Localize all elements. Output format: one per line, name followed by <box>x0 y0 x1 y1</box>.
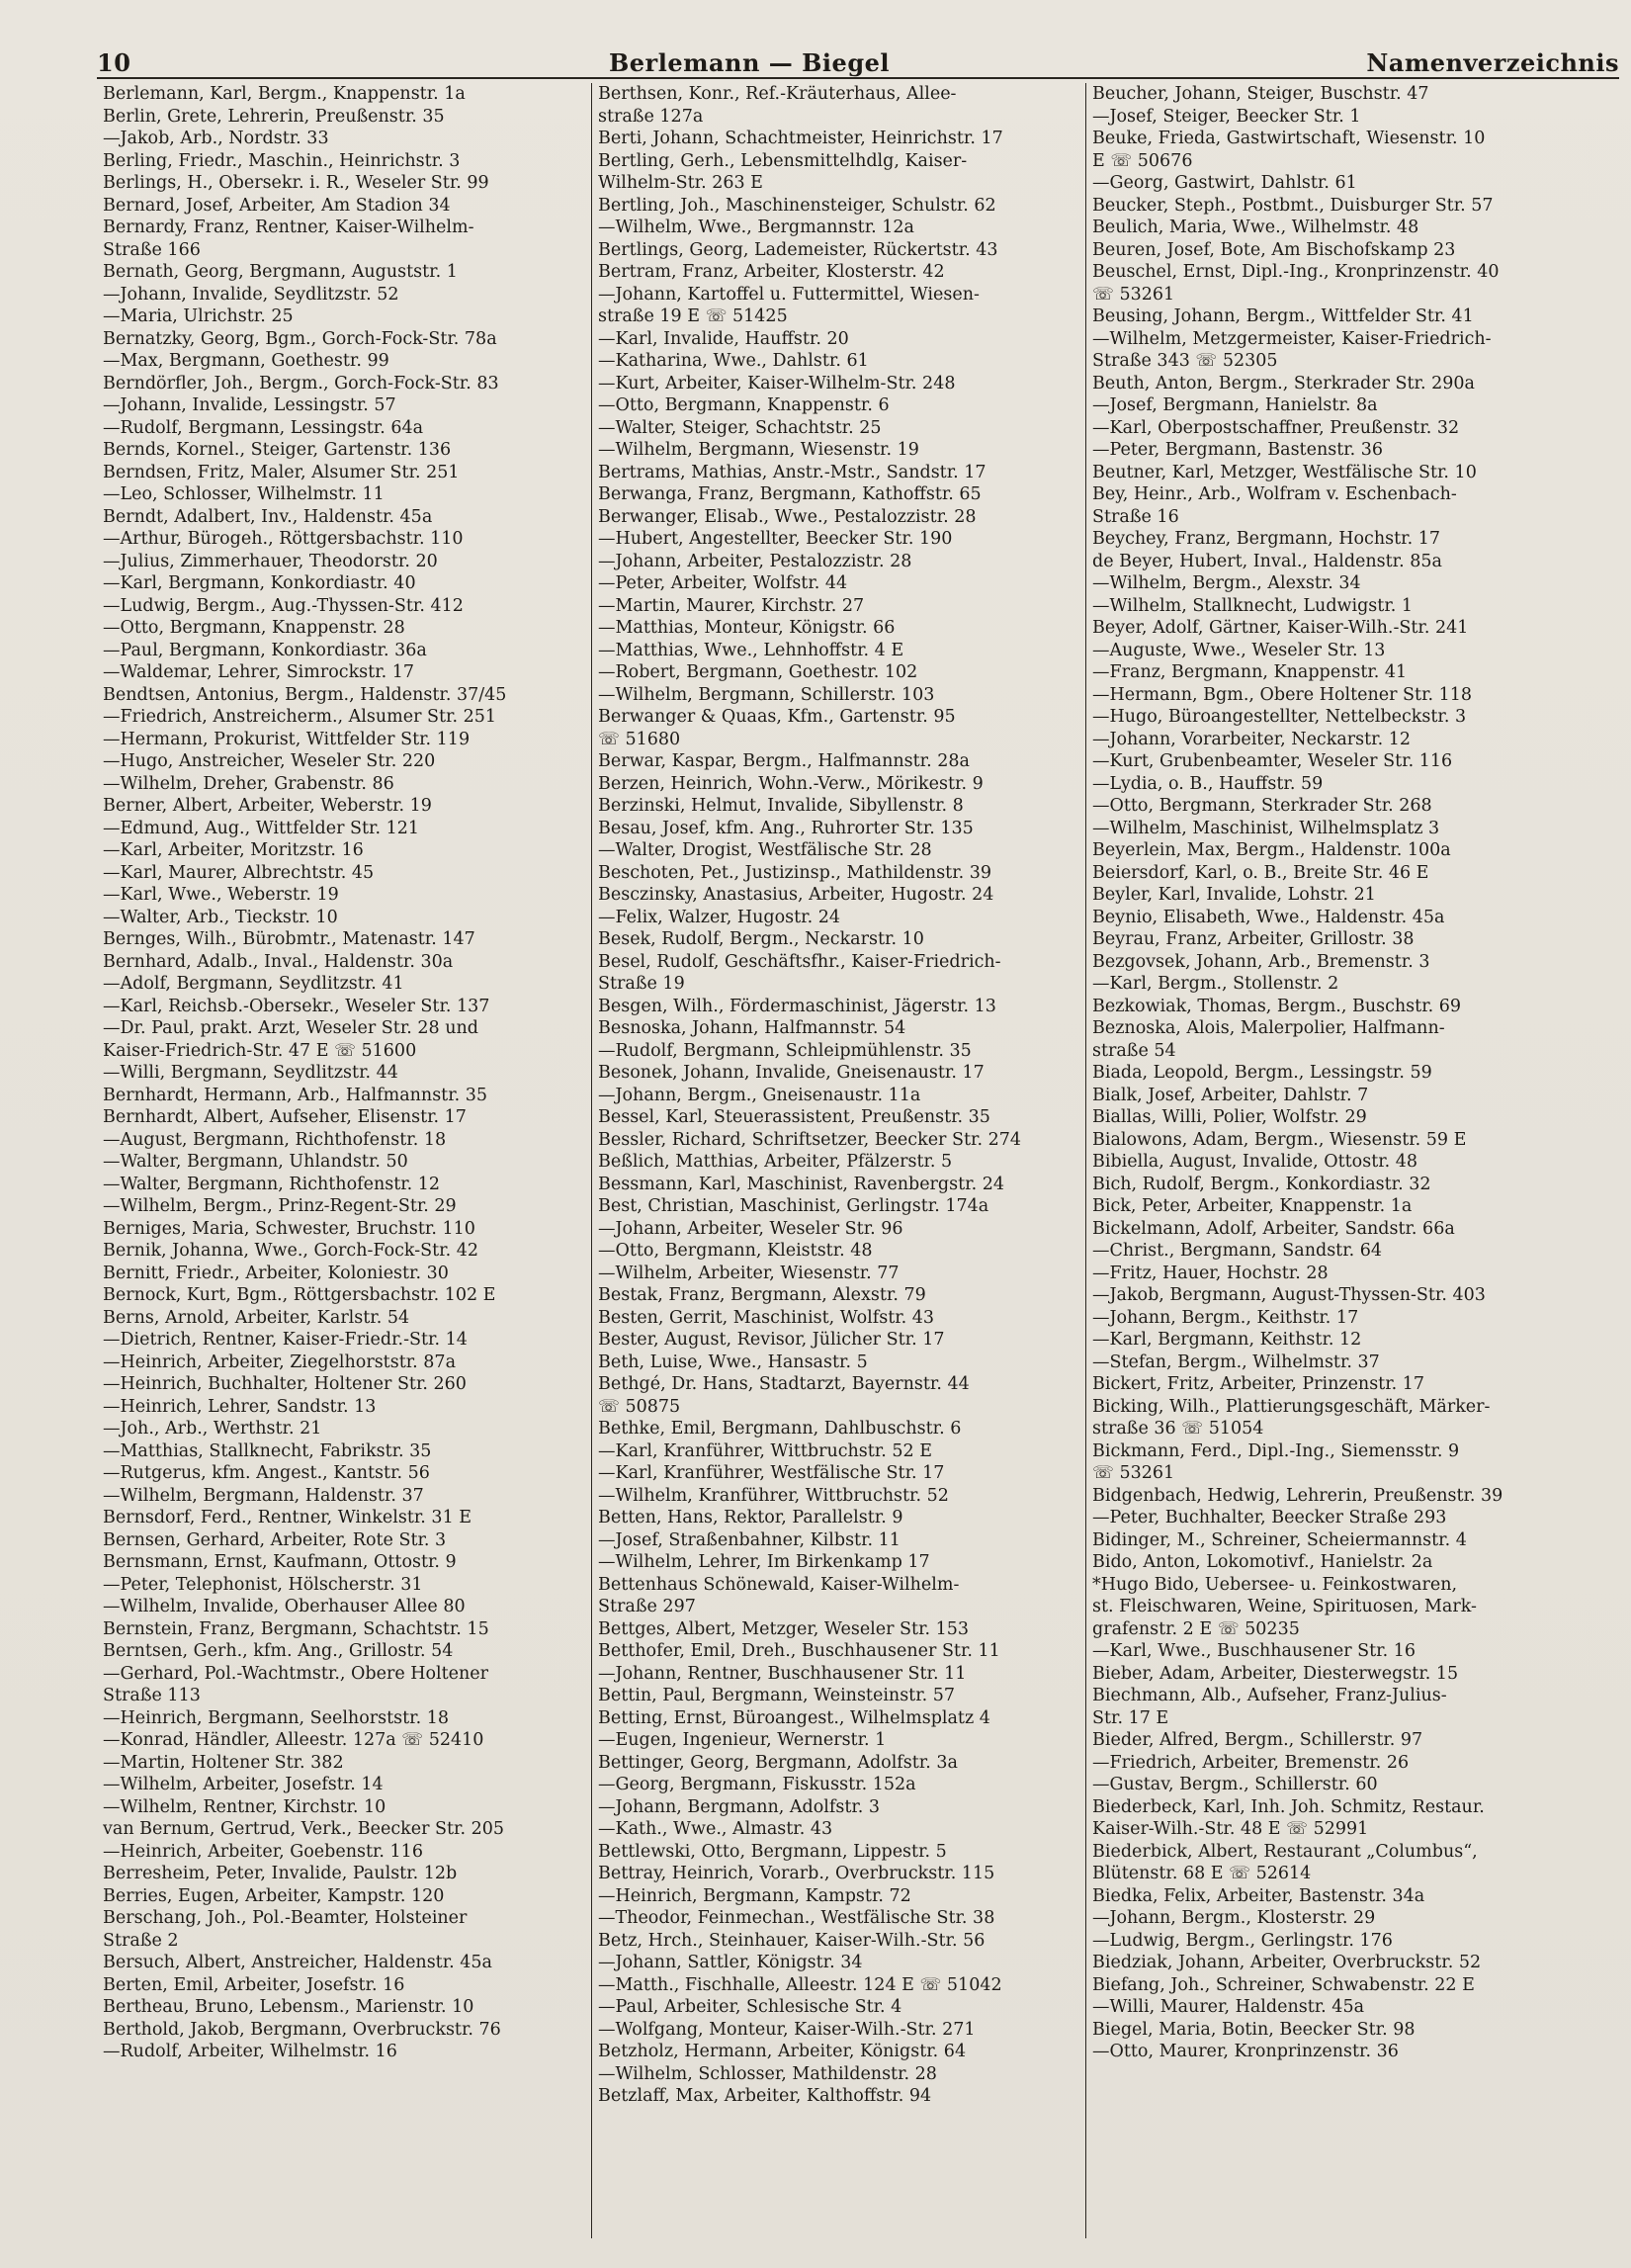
column-1 <box>97 83 591 2238</box>
directory-entry-line: Betting, Ernst, Büroangest., Wilhelmsplatz 4 <box>598 1707 990 1728</box>
directory-entry-line: —Arthur, Bürogeh., Röttgersbachstr. 110 <box>103 529 464 549</box>
directory-entry-line: Beyler, Karl, Invalide, Lohstr. 21 <box>1092 885 1376 905</box>
directory-entry-line: Bibiella, August, Invalide, Ottostr. 48 <box>1092 1152 1418 1172</box>
directory-entry-line: Berndsen, Fritz, Maler, Alsumer Str. 251 <box>103 462 460 482</box>
directory-entry-line: —Fritz, Hauer, Hochstr. 28 <box>1092 1263 1329 1283</box>
directory-entry-line: —Karl, Wwe., Weberstr. 19 <box>103 885 339 905</box>
directory-entry-line: —Heinrich, Bergmann, Kampstr. 72 <box>598 1885 911 1906</box>
directory-entry-line: —Adolf, Bergmann, Seydlitzstr. 41 <box>103 974 404 994</box>
directory-entry-line: —Peter, Bergmann, Bastenstr. 36 <box>1092 440 1384 460</box>
directory-entry-line: Bernhard, Adalb., Inval., Haldenstr. 30a <box>103 951 454 972</box>
directory-entry-line: Berresheim, Peter, Invalide, Paulstr. 12b <box>103 1864 458 1883</box>
directory-entry-line: Berndörfler, Joh., Bergm., Gorch-Fock-Str. 83 <box>103 373 499 393</box>
column-2 <box>591 83 1085 2238</box>
directory-entry-line: Berns, Arnold, Arbeiter, Karlstr. 54 <box>103 1307 410 1328</box>
directory-entry-line: —Matthias, Stallknecht, Fabrikstr. 35 <box>103 1440 432 1461</box>
directory-entry-line: Bido, Anton, Lokomotivf., Hanielstr. 2a <box>1092 1552 1433 1572</box>
directory-entry-line: Bertling, Gerh., Lebensmittelhdlg, Kaiser- <box>598 150 968 171</box>
directory-entry-line: Biederbeck, Karl, Inh. Joh. Schmitz, Restaur. <box>1092 1796 1485 1817</box>
directory-entry-line: Besten, Gerrit, Maschinist, Wolfstr. 43 <box>598 1307 935 1328</box>
directory-entry-line: Bernath, Georg, Bergmann, Auguststr. 1 <box>103 262 458 282</box>
directory-entry-line: —Hermann, Bgm., Obere Holtener Str. 118 <box>1092 684 1473 705</box>
directory-entry-line: Berntsen, Gerh., kfm. Ang., Grillostr. 54 <box>103 1641 454 1661</box>
directory-entry-line: Bey, Heinr., Arb., Wolfram v. Eschenbach- <box>1092 484 1457 504</box>
directory-entry-line: Bessel, Karl, Steuerassistent, Preußenstr. 35 <box>598 1107 990 1127</box>
directory-entry-line: Bidgenbach, Hedwig, Lehrerin, Preußenstr. 39 <box>1092 1485 1503 1506</box>
directory-entry-line: Biedziak, Johann, Arbeiter, Overbruckstr. 52 <box>1092 1953 1482 1972</box>
directory-entry-line: —Karl, Bergmann, Konkordiastr. 40 <box>103 573 416 593</box>
directory-entry-line: —Wilhelm, Wwe., Bergmannstr. 12a <box>598 218 914 237</box>
directory-entry-line: Biedka, Felix, Arbeiter, Bastenstr. 34a <box>1092 1885 1425 1906</box>
directory-entry-line: —Wilhelm, Arbeiter, Josefstr. 14 <box>103 1775 384 1794</box>
directory-entry-line: —Maria, Ulrichstr. 25 <box>103 306 294 326</box>
directory-entry-line: —Heinrich, Lehrer, Sandstr. 13 <box>103 1396 377 1417</box>
directory-entry-line: —Johann, Arbeiter, Weseler Str. 96 <box>598 1218 903 1239</box>
directory-entry-line: Berwanga, Franz, Bergmann, Kathoffstr. 65 <box>598 484 982 504</box>
directory-entry-line: Bernock, Kurt, Bgm., Röttgersbachstr. 102 E <box>103 1285 496 1305</box>
directory-entry-line: —Heinrich, Bergmann, Seelhorststr. 18 <box>103 1707 449 1728</box>
directory-entry-line: —Gerhard, Pol.-Wachtmstr., Obere Holtener <box>103 1663 489 1684</box>
directory-entry-line: Berlemann, Karl, Bergm., Knappenstr. 1a <box>103 84 466 104</box>
directory-entry-line: Biallas, Willi, Polier, Wolfstr. 29 <box>1092 1107 1367 1127</box>
directory-entry-line: van Bernum, Gertrud, Verk., Beecker Str. 205 <box>103 1819 504 1839</box>
directory-entry-line: Bestak, Franz, Bergmann, Alexstr. 79 <box>598 1285 926 1305</box>
directory-entry-line: Beth, Luise, Wwe., Hansastr. 5 <box>598 1352 868 1372</box>
directory-entry-line: —Katharina, Wwe., Dahlstr. 61 <box>598 351 869 371</box>
directory-entry-line: —Max, Bergmann, Goethestr. 99 <box>103 351 389 371</box>
directory-entry-line: —Heinrich, Buchhalter, Holtener Str. 260 <box>103 1374 467 1394</box>
directory-entry-line: ☏ 50875 <box>598 1396 681 1417</box>
directory-entry-line: Straße 343 ☏ 52305 <box>1092 351 1278 371</box>
directory-entry-line: —Wilhelm, Rentner, Kirchstr. 10 <box>103 1796 386 1817</box>
directory-entry-line: Berndt, Adalbert, Inv., Haldenstr. 45a <box>103 506 433 527</box>
directory-entry-line: —Johann, Invalide, Lessingstr. 57 <box>103 395 396 415</box>
directory-entry-line: Beuren, Josef, Bote, Am Bischofskamp 23 <box>1092 239 1456 260</box>
directory-entry-line: Best, Christian, Maschinist, Gerlingstr. 174a <box>598 1196 989 1216</box>
directory-entry-line: Bertheau, Bruno, Lebensm., Marienstr. 10 <box>103 1997 474 2017</box>
directory-entry-line: —Georg, Gastwirt, Dahlstr. 61 <box>1092 173 1357 193</box>
directory-entry-line: Berner, Albert, Arbeiter, Weberstr. 19 <box>103 796 432 816</box>
directory-entry-line: Betzlaff, Max, Arbeiter, Kalthoffstr. 94 <box>598 2086 932 2106</box>
directory-entry-line: Bessler, Richard, Schriftsetzer, Beecker Str. 274 <box>598 1129 1021 1150</box>
directory-entry-line: —Martin, Maurer, Kirchstr. 27 <box>598 595 865 616</box>
column-3 <box>1085 83 1580 2238</box>
directory-entry-line: —Hubert, Angestellter, Beecker Str. 190 <box>598 529 953 549</box>
directory-entry-line: Berniges, Maria, Schwester, Bruchstr. 110 <box>103 1218 475 1239</box>
directory-entry-line: ☏ 51680 <box>598 729 681 749</box>
directory-entry-line: —Karl, Bergmann, Keithstr. 12 <box>1092 1330 1362 1350</box>
directory-entry-line: —Heinrich, Arbeiter, Ziegelhorststr. 87a <box>103 1352 456 1372</box>
directory-entry-line: Bendtsen, Antonius, Bergm., Haldenstr. 37/45 <box>103 684 507 705</box>
directory-entry-line: —Julius, Zimmerhauer, Theodorstr. 20 <box>103 551 438 571</box>
directory-entry-line: Kaiser-Friedrich-Str. 47 E ☏ 51600 <box>103 1040 417 1061</box>
directory-entry-line: —Robert, Bergmann, Goethestr. 102 <box>598 662 918 682</box>
directory-entry-line: —Rutgerus, kfm. Angest., Kantstr. 56 <box>103 1463 430 1483</box>
directory-entry-line: —August, Bergmann, Richthofenstr. 18 <box>103 1129 447 1150</box>
directory-entry-line: —Otto, Maurer, Kronprinzenstr. 36 <box>1092 2042 1399 2061</box>
directory-entry-line: Bettenhaus Schönewald, Kaiser-Wilhelm- <box>598 1574 960 1595</box>
directory-entry-line: —Wilhelm, Invalide, Oberhauser Allee 80 <box>103 1597 466 1616</box>
directory-entry-line: —Karl, Invalide, Hauffstr. 20 <box>598 328 849 349</box>
directory-entry-line: —Rudolf, Bergmann, Lessingstr. 64a <box>103 417 424 438</box>
directory-entry-line: st. Fleischwaren, Weine, Spirituosen, Mark- <box>1092 1597 1477 1616</box>
directory-entry-line: Besonek, Johann, Invalide, Gneisenaustr. 17 <box>598 1063 985 1083</box>
directory-entry-line: —Peter, Arbeiter, Wolfstr. 44 <box>598 573 848 593</box>
directory-entry-line: —Georg, Bergmann, Fiskusstr. 152a <box>598 1775 916 1794</box>
directory-entry-line: Beznoska, Alois, Malerpolier, Halfmann- <box>1092 1018 1445 1038</box>
directory-entry-line: Wilhelm-Str. 263 E <box>598 173 763 193</box>
directory-entry-line: —Paul, Bergmann, Konkordiastr. 36a <box>103 640 427 660</box>
directory-entry-line: Besgen, Wilh., Fördermaschinist, Jägerstr. 13 <box>598 996 996 1016</box>
directory-entry-line: Besczinsky, Anastasius, Arbeiter, Hugostr. 24 <box>598 885 994 905</box>
directory-entry-line: Berthsen, Konr., Ref.-Kräuterhaus, Allee- <box>598 84 957 104</box>
directory-entry-line: Bich, Rudolf, Bergm., Konkordiastr. 32 <box>1092 1174 1431 1194</box>
directory-entry-line: Besek, Rudolf, Bergm., Neckarstr. 10 <box>598 929 924 949</box>
directory-entry-line: Betten, Hans, Rektor, Parallelstr. 9 <box>598 1508 903 1527</box>
directory-entry-line: Beßlich, Matthias, Arbeiter, Pfälzerstr. 5 <box>598 1152 953 1172</box>
directory-entry-line: —Willi, Bergmann, Seydlitzstr. 44 <box>103 1063 398 1083</box>
directory-entry-line: —Wilhelm, Bergmann, Haldenstr. 37 <box>103 1485 424 1506</box>
directory-entry-line: —Heinrich, Arbeiter, Goebenstr. 116 <box>103 1841 423 1862</box>
directory-entry-line: Bersuch, Albert, Anstreicher, Haldenstr. 45a <box>103 1953 492 1972</box>
directory-entry-line: —Otto, Bergmann, Sterkrader Str. 268 <box>1092 796 1432 816</box>
directory-entry-line: —Hugo, Büroangestellter, Nettelbeckstr. 3 <box>1092 707 1467 727</box>
directory-entry-line: Biegel, Maria, Botin, Beecker Str. 98 <box>1092 2019 1416 2040</box>
directory-entry-line: Berschang, Joh., Pol.-Beamter, Holsteiner <box>103 1908 468 1928</box>
directory-entry-line: Besnoska, Johann, Halfmannstr. 54 <box>598 1018 906 1038</box>
directory-entry-line: Bernardy, Franz, Rentner, Kaiser-Wilhelm- <box>103 218 474 237</box>
directory-entry-line: Biederbick, Albert, Restaurant „Columbus“, <box>1092 1841 1478 1862</box>
directory-entry-line: Berwanger, Elisab., Wwe., Pestalozzistr. 28 <box>598 506 977 527</box>
directory-entry-line: Beutner, Karl, Metzger, Westfälische Str. 10 <box>1092 462 1477 482</box>
directory-entry-line: Besau, Josef, kfm. Ang., Ruhrorter Str. 135 <box>598 818 974 838</box>
directory-entry-line: Beucker, Steph., Postbmt., Duisburger Str. 57 <box>1092 195 1494 216</box>
directory-entry-line: ☏ 53261 <box>1092 1463 1175 1483</box>
directory-entry-line: —Hermann, Prokurist, Wittfelder Str. 119 <box>103 729 471 749</box>
directory-entry-line: Bialowons, Adam, Bergm., Wiesenstr. 59 E <box>1092 1129 1467 1150</box>
directory-entry-line: —Felix, Walzer, Hugostr. 24 <box>598 907 840 927</box>
directory-entry-line: —Karl, Maurer, Albrechtstr. 45 <box>103 862 375 883</box>
directory-entry-line: —Wilhelm, Bergm., Alexstr. 34 <box>1092 573 1361 593</box>
directory-entry-line: Straße 16 <box>1092 506 1179 527</box>
directory-entry-line: Beuke, Frieda, Gastwirtschaft, Wiesenstr. 10 <box>1092 129 1486 148</box>
directory-entry-line: —Johann, Bergm., Gneisenaustr. 11a <box>598 1085 921 1105</box>
directory-entry-line: —Konrad, Händler, Alleestr. 127a ☏ 52410 <box>103 1730 484 1750</box>
directory-entry-line: —Karl, Arbeiter, Moritzstr. 16 <box>103 840 364 860</box>
directory-entry-line: Bernhardt, Hermann, Arb., Halfmannstr. 35 <box>103 1085 488 1105</box>
directory-entry-line: —Wolfgang, Monteur, Kaiser-Wilh.-Str. 271 <box>598 2019 976 2040</box>
directory-entry-line: Berling, Friedr., Maschin., Heinrichstr. 3 <box>103 150 461 171</box>
directory-entry-line: —Walter, Bergmann, Richthofenstr. 12 <box>103 1174 441 1194</box>
directory-entry-line: Bernsdorf, Ferd., Rentner, Winkelstr. 31 E <box>103 1508 472 1527</box>
directory-entry-line: —Willi, Maurer, Haldenstr. 45a <box>1092 1997 1365 2017</box>
directory-entry-line: Beyrau, Franz, Arbeiter, Grillostr. 38 <box>1092 929 1415 949</box>
directory-entry-line: Bernik, Johanna, Wwe., Gorch-Fock-Str. 42 <box>103 1241 479 1261</box>
directory-entry-line: —Rudolf, Bergmann, Schleipmühlenstr. 35 <box>598 1040 972 1061</box>
directory-entry-line: Beulich, Maria, Wwe., Wilhelmstr. 48 <box>1092 218 1419 237</box>
directory-entry-line: Bicking, Wilh., Plattierungsgeschäft, Märker- <box>1092 1396 1491 1417</box>
directory-entry-line: —Wilhelm, Lehrer, Im Birkenkamp 17 <box>598 1552 930 1572</box>
directory-entry-line: straße 127a <box>598 106 704 127</box>
directory-entry-line: —Josef, Straßenbahner, Kilbstr. 11 <box>598 1529 901 1550</box>
directory-entry-line: —Kath., Wwe., Almastr. 43 <box>598 1819 833 1839</box>
directory-entry-line: —Karl, Oberpostschaffner, Preußenstr. 32 <box>1092 417 1460 438</box>
directory-entry-line: —Johann, Sattler, Königstr. 34 <box>598 1953 863 1972</box>
directory-entry-line: ☏ 53261 <box>1092 284 1175 305</box>
directory-entry-line: E ☏ 50676 <box>1092 150 1193 171</box>
directory-entry-line: Bieder, Alfred, Bergm., Schillerstr. 97 <box>1092 1730 1423 1750</box>
directory-entry-line: —Christ., Bergmann, Sandstr. 64 <box>1092 1241 1383 1261</box>
directory-entry-line: Bester, August, Revisor, Jülicher Str. 17 <box>598 1330 945 1350</box>
directory-entry-line: —Kurt, Grubenbeamter, Weseler Str. 116 <box>1092 751 1453 771</box>
directory-entry-line: Bettinger, Georg, Bergmann, Adolfstr. 3a <box>598 1752 958 1773</box>
directory-entry-line: Bettin, Paul, Bergmann, Weinsteinstr. 57 <box>598 1686 956 1705</box>
directory-entry-line: Straße 19 <box>598 974 685 994</box>
directory-entry-line: Bernitt, Friedr., Arbeiter, Koloniestr. 30 <box>103 1263 449 1283</box>
directory-entry-line: Biefang, Joh., Schreiner, Schwabenstr. 22 E <box>1092 1974 1475 1995</box>
directory-entry-line: Berlin, Grete, Lehrerin, Preußenstr. 35 <box>103 106 445 127</box>
directory-entry-line: —Walter, Arb., Tieckstr. 10 <box>103 907 338 927</box>
directory-entry-line: —Rudolf, Arbeiter, Wilhelmstr. 16 <box>103 2042 397 2061</box>
directory-entry-line: Beucher, Johann, Steiger, Buschstr. 47 <box>1092 84 1429 104</box>
directory-entry-line: —Gustav, Bergm., Schillerstr. 60 <box>1092 1775 1378 1794</box>
directory-entry-line: —Matth., Fischhalle, Alleestr. 124 E ☏ 51042 <box>598 1974 1002 1995</box>
directory-entry-line: —Wilhelm, Stallknecht, Ludwigstr. 1 <box>1092 595 1414 616</box>
directory-entry-line: —Josef, Steiger, Beecker Str. 1 <box>1092 106 1361 127</box>
directory-entry-line: Berwanger & Quaas, Kfm., Gartenstr. 95 <box>598 707 956 727</box>
page-title: Berlemann — Biegel <box>609 48 890 77</box>
directory-entry-line: Bertling, Joh., Maschinensteiger, Schulstr. 62 <box>598 195 996 216</box>
directory-entry-line: Berti, Johann, Schachtmeister, Heinrichstr. 17 <box>598 129 1003 148</box>
page-number: 10 <box>97 48 131 77</box>
directory-entry-line: —Wilhelm, Arbeiter, Wiesenstr. 77 <box>598 1263 900 1283</box>
directory-entry-line: Beyer, Adolf, Gärtner, Kaiser-Wilh.-Str. 241 <box>1092 618 1469 638</box>
directory-entry-line: Bickmann, Ferd., Dipl.-Ing., Siemensstr. 9 <box>1092 1440 1460 1461</box>
directory-entry-line: *Hugo Bido, Uebersee- u. Feinkostwaren, <box>1092 1574 1458 1595</box>
directory-entry-line: Betthofer, Emil, Dreh., Buschhausener Str. 11 <box>598 1641 1000 1661</box>
directory-entry-line: —Matthias, Wwe., Lehnhoffstr. 4 E <box>598 640 904 660</box>
directory-entry-line: Beychey, Franz, Bergmann, Hochstr. 17 <box>1092 529 1440 549</box>
directory-entry-line: —Jakob, Bergmann, August-Thyssen-Str. 403 <box>1092 1285 1486 1305</box>
directory-entry-line: Bialk, Josef, Arbeiter, Dahlstr. 7 <box>1092 1085 1369 1105</box>
directory-entry-line: Beusing, Johann, Bergm., Wittfelder Str. 41 <box>1092 306 1474 326</box>
directory-entry-line: Bernsen, Gerhard, Arbeiter, Rote Str. 3 <box>103 1529 447 1550</box>
directory-entry-line: —Johann, Arbeiter, Pestalozzistr. 28 <box>598 551 912 571</box>
directory-entry-line: Bernstein, Franz, Bergmann, Schachtstr. 15 <box>103 1618 489 1639</box>
directory-entry-line: Berwar, Kaspar, Bergm., Halfmannstr. 28a <box>598 751 970 771</box>
directory-entry-line: —Karl, Bergm., Stollenstr. 2 <box>1092 974 1339 994</box>
directory-entry-line: —Eugen, Ingenieur, Wernerstr. 1 <box>598 1730 887 1750</box>
directory-entry-line: —Johann, Invalide, Seydlitzstr. 52 <box>103 284 399 305</box>
section-title: Namenverzeichnis <box>1366 48 1619 77</box>
directory-entry-line: —Josef, Bergmann, Hanielstr. 8a <box>1092 395 1378 415</box>
directory-entry-line: Bessmann, Karl, Maschinist, Ravenbergstr. 24 <box>598 1174 1004 1194</box>
directory-entry-line: Beuschel, Ernst, Dipl.-Ing., Kronprinzenstr. 40 <box>1092 262 1500 282</box>
directory-entry-line: Bickert, Fritz, Arbeiter, Prinzenstr. 17 <box>1092 1374 1425 1394</box>
directory-entry-line: grafenstr. 2 E ☏ 50235 <box>1092 1618 1300 1639</box>
directory-entry-line: Bertrams, Mathias, Anstr.-Mstr., Sandstr. 17 <box>598 462 987 482</box>
directory-entry-line: Bethgé, Dr. Hans, Stadtarzt, Bayernstr. 44 <box>598 1374 970 1394</box>
directory-entry-line: —Lydia, o. B., Hauffstr. 59 <box>1092 773 1324 794</box>
directory-entry-line: Berlings, H., Obersekr. i. R., Weseler Str. 99 <box>103 173 489 193</box>
directory-entry-line: Bernhardt, Albert, Aufseher, Elisenstr. 17 <box>103 1107 467 1127</box>
directory-entry-line: Berten, Emil, Arbeiter, Josefstr. 16 <box>103 1974 405 1995</box>
directory-entry-line: —Peter, Buchhalter, Beecker Straße 293 <box>1092 1508 1447 1527</box>
directory-entry-line: —Ludwig, Bergm., Gerlingstr. 176 <box>1092 1930 1393 1951</box>
directory-entry-line: —Johann, Bergm., Klosterstr. 29 <box>1092 1908 1376 1928</box>
directory-entry-line: Bick, Peter, Arbeiter, Knappenstr. 1a <box>1092 1196 1413 1216</box>
directory-entry-line: Beyerlein, Max, Bergm., Haldenstr. 100a <box>1092 840 1451 860</box>
directory-entry-line: Bickelmann, Adolf, Arbeiter, Sandstr. 66a <box>1092 1218 1455 1239</box>
directory-entry-line: —Karl, Kranführer, Westfälische Str. 17 <box>598 1463 945 1483</box>
directory-entry-line: Beiersdorf, Karl, o. B., Breite Str. 46 E <box>1092 862 1429 883</box>
directory-entry-line: Betzholz, Hermann, Arbeiter, Königstr. 64 <box>598 2042 967 2061</box>
directory-entry-line: —Karl, Wwe., Buschhausener Str. 16 <box>1092 1641 1416 1661</box>
directory-entry-line: Bettlewski, Otto, Bergmann, Lippestr. 5 <box>598 1841 947 1862</box>
directory-entry-line: —Johann, Vorarbeiter, Neckarstr. 12 <box>1092 729 1411 749</box>
directory-entry-line: Bertlings, Georg, Lademeister, Rückertstr. 43 <box>598 239 998 260</box>
directory-entry-line: —Jakob, Arb., Nordstr. 33 <box>103 129 329 148</box>
directory-entry-line: —Theodor, Feinmechan., Westfälische Str. 38 <box>598 1908 995 1928</box>
directory-entry-line: —Edmund, Aug., Wittfelder Str. 121 <box>103 818 419 838</box>
directory-entry-line: straße 36 ☏ 51054 <box>1092 1419 1264 1439</box>
directory-entry-line: —Otto, Bergmann, Knappenstr. 28 <box>103 618 405 638</box>
directory-entry-line: —Franz, Bergmann, Knappenstr. 41 <box>1092 662 1408 682</box>
directory-entry-line: —Ludwig, Bergm., Aug.-Thyssen-Str. 412 <box>103 595 464 616</box>
directory-entry-line: —Kurt, Arbeiter, Kaiser-Wilhelm-Str. 248 <box>598 373 956 393</box>
directory-entry-line: straße 19 E ☏ 51425 <box>598 306 788 326</box>
directory-entry-line: Bertram, Franz, Arbeiter, Klosterstr. 42 <box>598 262 945 282</box>
directory-entry-line: —Joh., Arb., Werthstr. 21 <box>103 1419 322 1439</box>
directory-entry-line: —Waldemar, Lehrer, Simrockstr. 17 <box>103 662 415 682</box>
directory-entry-line: —Friedrich, Arbeiter, Bremenstr. 26 <box>1092 1752 1410 1773</box>
directory-entry-line: —Wilhelm, Bergm., Prinz-Regent-Str. 29 <box>103 1196 457 1216</box>
directory-entry-line: —Walter, Bergmann, Uhlandstr. 50 <box>103 1152 408 1172</box>
directory-entry-line: —Johann, Kartoffel u. Futtermittel, Wiesen- <box>598 284 980 305</box>
directory-entry-line: Berries, Eugen, Arbeiter, Kampstr. 120 <box>103 1885 445 1906</box>
directory-entry-line: Str. 17 E <box>1092 1707 1169 1728</box>
directory-entry-line: Bezgovsek, Johann, Arb., Bremenstr. 3 <box>1092 951 1430 972</box>
directory-entry-line: Kaiser-Wilh.-Str. 48 E ☏ 52991 <box>1092 1819 1369 1839</box>
directory-entry-line: —Walter, Drogist, Westfälische Str. 28 <box>598 840 932 860</box>
directory-entry-line: —Hugo, Anstreicher, Weseler Str. 220 <box>103 751 436 771</box>
directory-entry-line: —Johann, Rentner, Buschhausener Str. 11 <box>598 1663 967 1684</box>
directory-entry-line: —Otto, Bergmann, Knappenstr. 6 <box>598 395 890 415</box>
directory-entry-line: Bieber, Adam, Arbeiter, Diesterwegstr. 15 <box>1092 1663 1459 1684</box>
directory-entry-line: Bernges, Wilh., Bürobmtr., Matenastr. 147 <box>103 929 475 949</box>
directory-entry-line: Beuth, Anton, Bergm., Sterkrader Str. 290a <box>1092 373 1475 393</box>
directory-entry-line: de Beyer, Hubert, Inval., Haldenstr. 85a <box>1092 551 1442 571</box>
directory-entry-line: —Wilhelm, Bergmann, Wiesenstr. 19 <box>598 440 919 460</box>
directory-entry-line: —Karl, Reichsb.-Obersekr., Weseler Str. 137 <box>103 996 490 1016</box>
directory-entry-line: —Dietrich, Rentner, Kaiser-Friedr.-Str. 14 <box>103 1330 468 1350</box>
directory-entry-line: —Johann, Bergm., Keithstr. 17 <box>1092 1307 1359 1328</box>
directory-entry-line: Straße 113 <box>103 1686 201 1705</box>
directory-entry-line: Bidinger, M., Schreiner, Scheiermannstr. 4 <box>1092 1529 1467 1550</box>
directory-entry-line: Berzen, Heinrich, Wohn.-Verw., Mörikestr. 9 <box>598 773 984 794</box>
directory-entry-line: —Otto, Bergmann, Kleiststr. 48 <box>598 1241 873 1261</box>
directory-entry-line: Bethke, Emil, Bergmann, Dahlbuschstr. 6 <box>598 1419 962 1439</box>
directory-entry-line: Bettray, Heinrich, Vorarb., Overbruckstr. 115 <box>598 1864 995 1883</box>
directory-entry-line: Beschoten, Pet., Justizinsp., Mathildenstr. 39 <box>598 862 992 883</box>
directory-entry-line: Biada, Leopold, Bergm., Lessingstr. 59 <box>1092 1063 1432 1083</box>
page-header <box>97 40 1619 79</box>
directory-entry-line: —Paul, Arbeiter, Schlesische Str. 4 <box>598 1997 902 2017</box>
directory-entry-line: Blütenstr. 68 E ☏ 52614 <box>1092 1864 1312 1883</box>
directory-columns <box>97 83 1619 2238</box>
directory-entry-line: —Johann, Bergmann, Adolfstr. 3 <box>598 1796 881 1817</box>
directory-entry-line: Bernsmann, Ernst, Kaufmann, Ottostr. 9 <box>103 1552 457 1572</box>
directory-entry-line: Bezkowiak, Thomas, Bergm., Buschstr. 69 <box>1092 996 1462 1016</box>
directory-entry-line: Besel, Rudolf, Geschäftsfhr., Kaiser-Friedrich- <box>598 951 1001 972</box>
directory-entry-line: —Wilhelm, Metzgermeister, Kaiser-Friedrich- <box>1092 328 1492 349</box>
directory-entry-line: —Wilhelm, Dreher, Grabenstr. 86 <box>103 773 394 794</box>
directory-entry-line: Straße 2 <box>103 1930 179 1951</box>
directory-entry-line: —Leo, Schlosser, Wilhelmstr. 11 <box>103 484 385 504</box>
directory-entry-line: —Auguste, Wwe., Weseler Str. 13 <box>1092 640 1386 660</box>
directory-entry-line: —Peter, Telephonist, Hölscherstr. 31 <box>103 1574 423 1595</box>
directory-entry-line: Betz, Hrch., Steinhauer, Kaiser-Wilh.-Str. 56 <box>598 1930 986 1951</box>
directory-entry-line: Biechmann, Alb., Aufseher, Franz-Julius- <box>1092 1686 1447 1705</box>
directory-entry-line: —Wilhelm, Kranführer, Wittbruchstr. 52 <box>598 1485 949 1506</box>
directory-entry-line: Bernatzky, Georg, Bgm., Gorch-Fock-Str. 78a <box>103 328 497 349</box>
directory-entry-line: —Wilhelm, Bergmann, Schillerstr. 103 <box>598 684 935 705</box>
directory-entry-line: Berzinski, Helmut, Invalide, Sibyllenstr. 8 <box>598 796 964 816</box>
directory-entry-line: —Stefan, Bergm., Wilhelmstr. 37 <box>1092 1352 1380 1372</box>
directory-entry-line: Bernard, Josef, Arbeiter, Am Stadion 34 <box>103 195 451 216</box>
directory-entry-line: Straße 297 <box>598 1597 696 1616</box>
directory-entry-line: straße 54 <box>1092 1040 1176 1061</box>
directory-entry-line: Bettges, Albert, Metzger, Weseler Str. 153 <box>598 1618 970 1639</box>
directory-entry-line: —Friedrich, Anstreicherm., Alsumer Str. 251 <box>103 707 496 727</box>
directory-entry-line: —Matthias, Monteur, Königstr. 66 <box>598 618 896 638</box>
directory-entry-line: —Walter, Steiger, Schachtstr. 25 <box>598 417 882 438</box>
directory-entry-line: Bernds, Kornel., Steiger, Gartenstr. 136 <box>103 440 452 460</box>
directory-entry-line: Berthold, Jakob, Bergmann, Overbruckstr. 76 <box>103 2019 501 2040</box>
directory-entry-line: —Karl, Kranführer, Wittbruchstr. 52 E <box>598 1440 932 1461</box>
directory-entry-line: Straße 166 <box>103 239 201 260</box>
directory-entry-line: —Wilhelm, Maschinist, Wilhelmsplatz 3 <box>1092 818 1440 838</box>
directory-entry-line: —Dr. Paul, prakt. Arzt, Weseler Str. 28 und <box>103 1018 478 1038</box>
directory-entry-line: —Martin, Holtener Str. 382 <box>103 1752 344 1773</box>
directory-entry-line: Beynio, Elisabeth, Wwe., Haldenstr. 45a <box>1092 907 1445 927</box>
directory-entry-line: —Wilhelm, Schlosser, Mathildenstr. 28 <box>598 2063 937 2084</box>
